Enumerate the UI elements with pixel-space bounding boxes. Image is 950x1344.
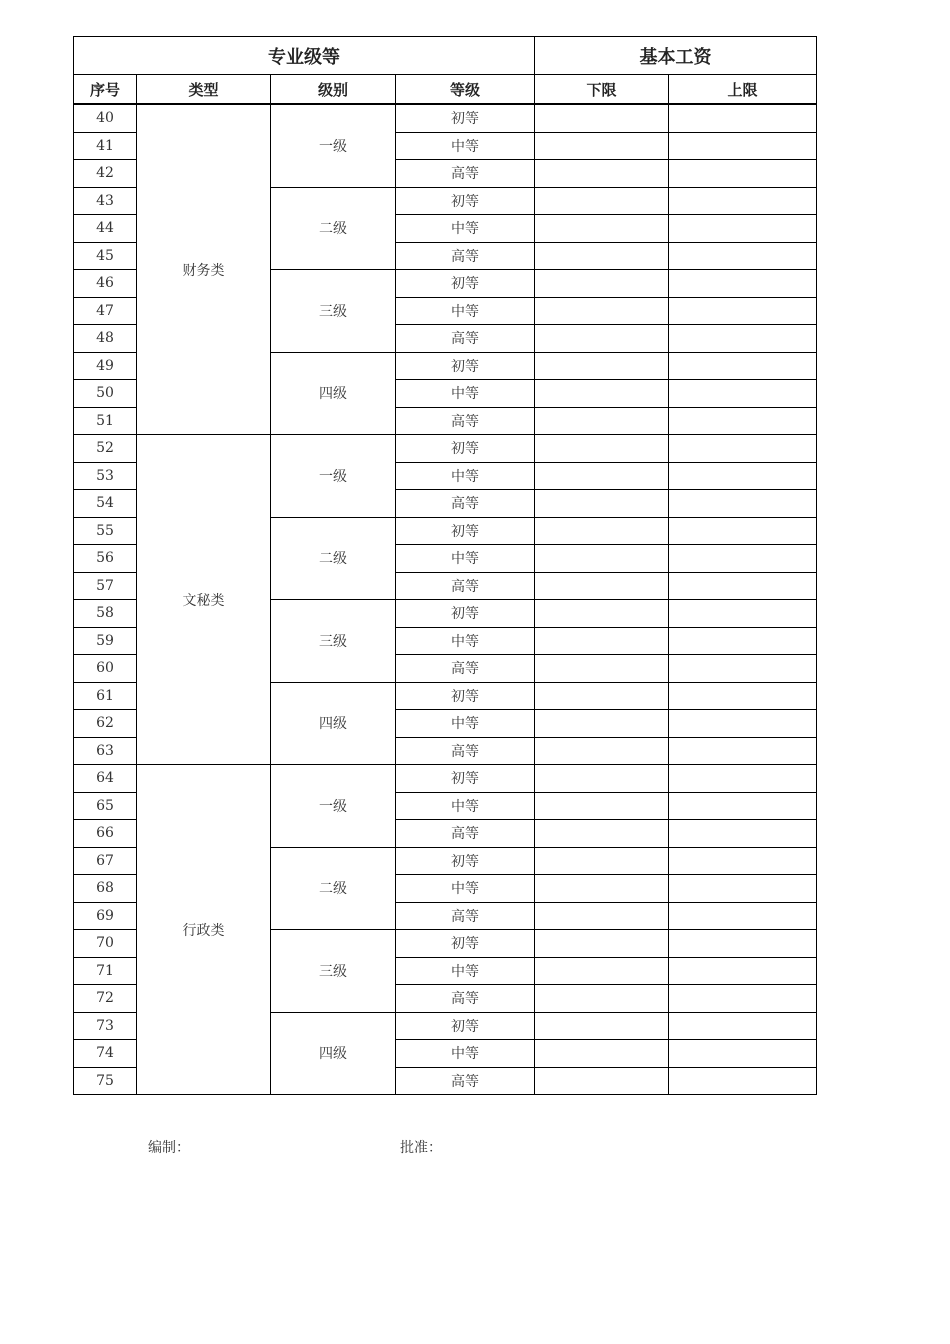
salary-min-cell[interactable]	[535, 765, 669, 793]
salary-min-cell[interactable]	[535, 297, 669, 325]
salary-min-cell[interactable]	[535, 572, 669, 600]
grade-cell: 高等	[396, 572, 535, 600]
grade-cell: 高等	[396, 655, 535, 683]
salary-max-cell[interactable]	[669, 104, 817, 132]
salary-max-cell[interactable]	[669, 682, 817, 710]
group-header-base-salary: 基本工资	[535, 37, 817, 75]
salary-min-cell[interactable]	[535, 902, 669, 930]
salary-max-cell[interactable]	[669, 380, 817, 408]
salary-max-cell[interactable]	[669, 765, 817, 793]
row-number: 46	[74, 270, 137, 298]
column-header-type: 类型	[137, 75, 271, 105]
row-number: 70	[74, 930, 137, 958]
salary-max-cell[interactable]	[669, 242, 817, 270]
salary-max-cell[interactable]	[669, 187, 817, 215]
row-number: 52	[74, 435, 137, 463]
salary-max-cell[interactable]	[669, 655, 817, 683]
row-number: 62	[74, 710, 137, 738]
row-number: 55	[74, 517, 137, 545]
salary-max-cell[interactable]	[669, 490, 817, 518]
grade-cell: 高等	[396, 1067, 535, 1095]
grade-cell: 中等	[396, 132, 535, 160]
salary-min-cell[interactable]	[535, 352, 669, 380]
column-header-no: 序号	[74, 75, 137, 105]
salary-max-cell[interactable]	[669, 325, 817, 353]
grade-cell: 中等	[396, 1040, 535, 1068]
grade-cell: 高等	[396, 325, 535, 353]
grade-cell: 中等	[396, 792, 535, 820]
salary-max-cell[interactable]	[669, 600, 817, 628]
salary-min-cell[interactable]	[535, 380, 669, 408]
row-number: 69	[74, 902, 137, 930]
row-number: 64	[74, 765, 137, 793]
salary-min-cell[interactable]	[535, 957, 669, 985]
salary-min-cell[interactable]	[535, 847, 669, 875]
row-number: 61	[74, 682, 137, 710]
row-number: 56	[74, 545, 137, 573]
level-cell: 四级	[271, 682, 396, 765]
grade-cell: 初等	[396, 682, 535, 710]
table-row	[74, 765, 817, 793]
salary-min-cell[interactable]	[535, 820, 669, 848]
category-cell: 文秘类	[137, 435, 271, 765]
grade-cell: 高等	[396, 737, 535, 765]
row-number: 57	[74, 572, 137, 600]
salary-grade-table	[73, 36, 817, 1095]
level-cell: 一级	[271, 765, 396, 848]
grade-cell: 初等	[396, 765, 535, 793]
grade-cell: 高等	[396, 985, 535, 1013]
row-number: 41	[74, 132, 137, 160]
row-number: 75	[74, 1067, 137, 1095]
level-cell: 二级	[271, 517, 396, 600]
salary-min-cell[interactable]	[535, 1012, 669, 1040]
column-header-level: 级别	[271, 75, 396, 105]
grade-cell: 高等	[396, 490, 535, 518]
column-header-grade: 等级	[396, 75, 535, 105]
row-number: 40	[74, 104, 137, 132]
grade-cell: 中等	[396, 297, 535, 325]
row-number: 48	[74, 325, 137, 353]
row-number: 74	[74, 1040, 137, 1068]
row-number: 45	[74, 242, 137, 270]
grade-cell: 初等	[396, 930, 535, 958]
grade-cell: 高等	[396, 407, 535, 435]
salary-min-cell[interactable]	[535, 517, 669, 545]
grade-cell: 高等	[396, 902, 535, 930]
grade-cell: 中等	[396, 957, 535, 985]
salary-max-cell[interactable]	[669, 792, 817, 820]
salary-max-cell[interactable]	[669, 545, 817, 573]
row-number: 71	[74, 957, 137, 985]
salary-min-cell[interactable]	[535, 792, 669, 820]
salary-min-cell[interactable]	[535, 242, 669, 270]
salary-max-cell[interactable]	[669, 132, 817, 160]
salary-min-cell[interactable]	[535, 160, 669, 188]
salary-max-cell[interactable]	[669, 215, 817, 243]
salary-max-cell[interactable]	[669, 737, 817, 765]
row-number: 58	[74, 600, 137, 628]
table-row	[74, 104, 817, 132]
column-header-max: 上限	[669, 75, 817, 105]
grade-cell: 初等	[396, 187, 535, 215]
salary-max-cell[interactable]	[669, 710, 817, 738]
salary-max-cell[interactable]	[669, 407, 817, 435]
salary-min-cell[interactable]	[535, 600, 669, 628]
level-cell: 三级	[271, 270, 396, 353]
group-header-professional-grade: 专业级等	[74, 37, 535, 75]
salary-min-cell[interactable]	[535, 270, 669, 298]
row-number: 54	[74, 490, 137, 518]
row-number: 68	[74, 875, 137, 903]
row-number: 51	[74, 407, 137, 435]
grade-cell: 中等	[396, 627, 535, 655]
salary-min-cell[interactable]	[535, 325, 669, 353]
salary-max-cell[interactable]	[669, 462, 817, 490]
grade-cell: 初等	[396, 1012, 535, 1040]
salary-max-cell[interactable]	[669, 160, 817, 188]
grade-cell: 初等	[396, 352, 535, 380]
salary-max-cell[interactable]	[669, 820, 817, 848]
salary-max-cell[interactable]	[669, 1040, 817, 1068]
salary-min-cell[interactable]	[535, 490, 669, 518]
salary-max-cell[interactable]	[669, 1067, 817, 1095]
row-number: 59	[74, 627, 137, 655]
salary-max-cell[interactable]	[669, 627, 817, 655]
level-cell: 一级	[271, 104, 396, 187]
row-number: 67	[74, 847, 137, 875]
salary-min-cell[interactable]	[535, 682, 669, 710]
salary-min-cell[interactable]	[535, 545, 669, 573]
row-number: 63	[74, 737, 137, 765]
grade-cell: 中等	[396, 875, 535, 903]
grade-cell: 初等	[396, 517, 535, 545]
column-header-min: 下限	[535, 75, 669, 105]
category-cell: 财务类	[137, 104, 271, 435]
salary-max-cell[interactable]	[669, 985, 817, 1013]
grade-cell: 中等	[396, 380, 535, 408]
table-body	[74, 104, 817, 1095]
level-cell: 四级	[271, 352, 396, 435]
salary-max-cell[interactable]	[669, 517, 817, 545]
grade-cell: 初等	[396, 847, 535, 875]
row-number: 44	[74, 215, 137, 243]
row-number: 65	[74, 792, 137, 820]
level-cell: 二级	[271, 187, 396, 270]
category-cell: 行政类	[137, 765, 271, 1095]
grade-cell: 中等	[396, 462, 535, 490]
grade-cell: 高等	[396, 820, 535, 848]
row-number: 73	[74, 1012, 137, 1040]
salary-max-cell[interactable]	[669, 297, 817, 325]
salary-min-cell[interactable]	[535, 710, 669, 738]
salary-max-cell[interactable]	[669, 270, 817, 298]
row-number: 50	[74, 380, 137, 408]
level-cell: 三级	[271, 930, 396, 1013]
level-cell: 一级	[271, 435, 396, 518]
level-cell: 二级	[271, 847, 396, 930]
salary-min-cell[interactable]	[535, 627, 669, 655]
grade-cell: 中等	[396, 710, 535, 738]
salary-min-cell[interactable]	[535, 875, 669, 903]
salary-max-cell[interactable]	[669, 875, 817, 903]
grade-cell: 初等	[396, 435, 535, 463]
salary-max-cell[interactable]	[669, 572, 817, 600]
compiled-by-label: 编制：	[148, 1140, 190, 1156]
row-number: 47	[74, 297, 137, 325]
row-number: 42	[74, 160, 137, 188]
level-cell: 三级	[271, 600, 396, 683]
salary-min-cell[interactable]	[535, 737, 669, 765]
row-number: 53	[74, 462, 137, 490]
grade-cell: 初等	[396, 600, 535, 628]
row-number: 60	[74, 655, 137, 683]
salary-max-cell[interactable]	[669, 352, 817, 380]
salary-max-cell[interactable]	[669, 847, 817, 875]
salary-min-cell[interactable]	[535, 215, 669, 243]
salary-min-cell[interactable]	[535, 985, 669, 1013]
salary-min-cell[interactable]	[535, 930, 669, 958]
level-cell: 四级	[271, 1012, 396, 1095]
salary-max-cell[interactable]	[669, 1012, 817, 1040]
approved-by-label: 批准：	[400, 1140, 442, 1156]
salary-min-cell[interactable]	[535, 462, 669, 490]
salary-max-cell[interactable]	[669, 930, 817, 958]
row-number: 72	[74, 985, 137, 1013]
salary-min-cell[interactable]	[535, 187, 669, 215]
salary-min-cell[interactable]	[535, 1040, 669, 1068]
salary-min-cell[interactable]	[535, 435, 669, 463]
salary-min-cell[interactable]	[535, 655, 669, 683]
salary-min-cell[interactable]	[535, 1067, 669, 1095]
grade-cell: 初等	[396, 270, 535, 298]
row-number: 43	[74, 187, 137, 215]
grade-cell: 高等	[396, 160, 535, 188]
grade-cell: 初等	[396, 104, 535, 132]
row-number: 49	[74, 352, 137, 380]
grade-cell: 中等	[396, 545, 535, 573]
salary-min-cell[interactable]	[535, 407, 669, 435]
salary-min-cell[interactable]	[535, 132, 669, 160]
salary-max-cell[interactable]	[669, 957, 817, 985]
salary-max-cell[interactable]	[669, 435, 817, 463]
grade-cell: 高等	[396, 242, 535, 270]
row-number: 66	[74, 820, 137, 848]
salary-max-cell[interactable]	[669, 902, 817, 930]
table-row	[74, 435, 817, 463]
salary-min-cell[interactable]	[535, 104, 669, 132]
grade-cell: 中等	[396, 215, 535, 243]
